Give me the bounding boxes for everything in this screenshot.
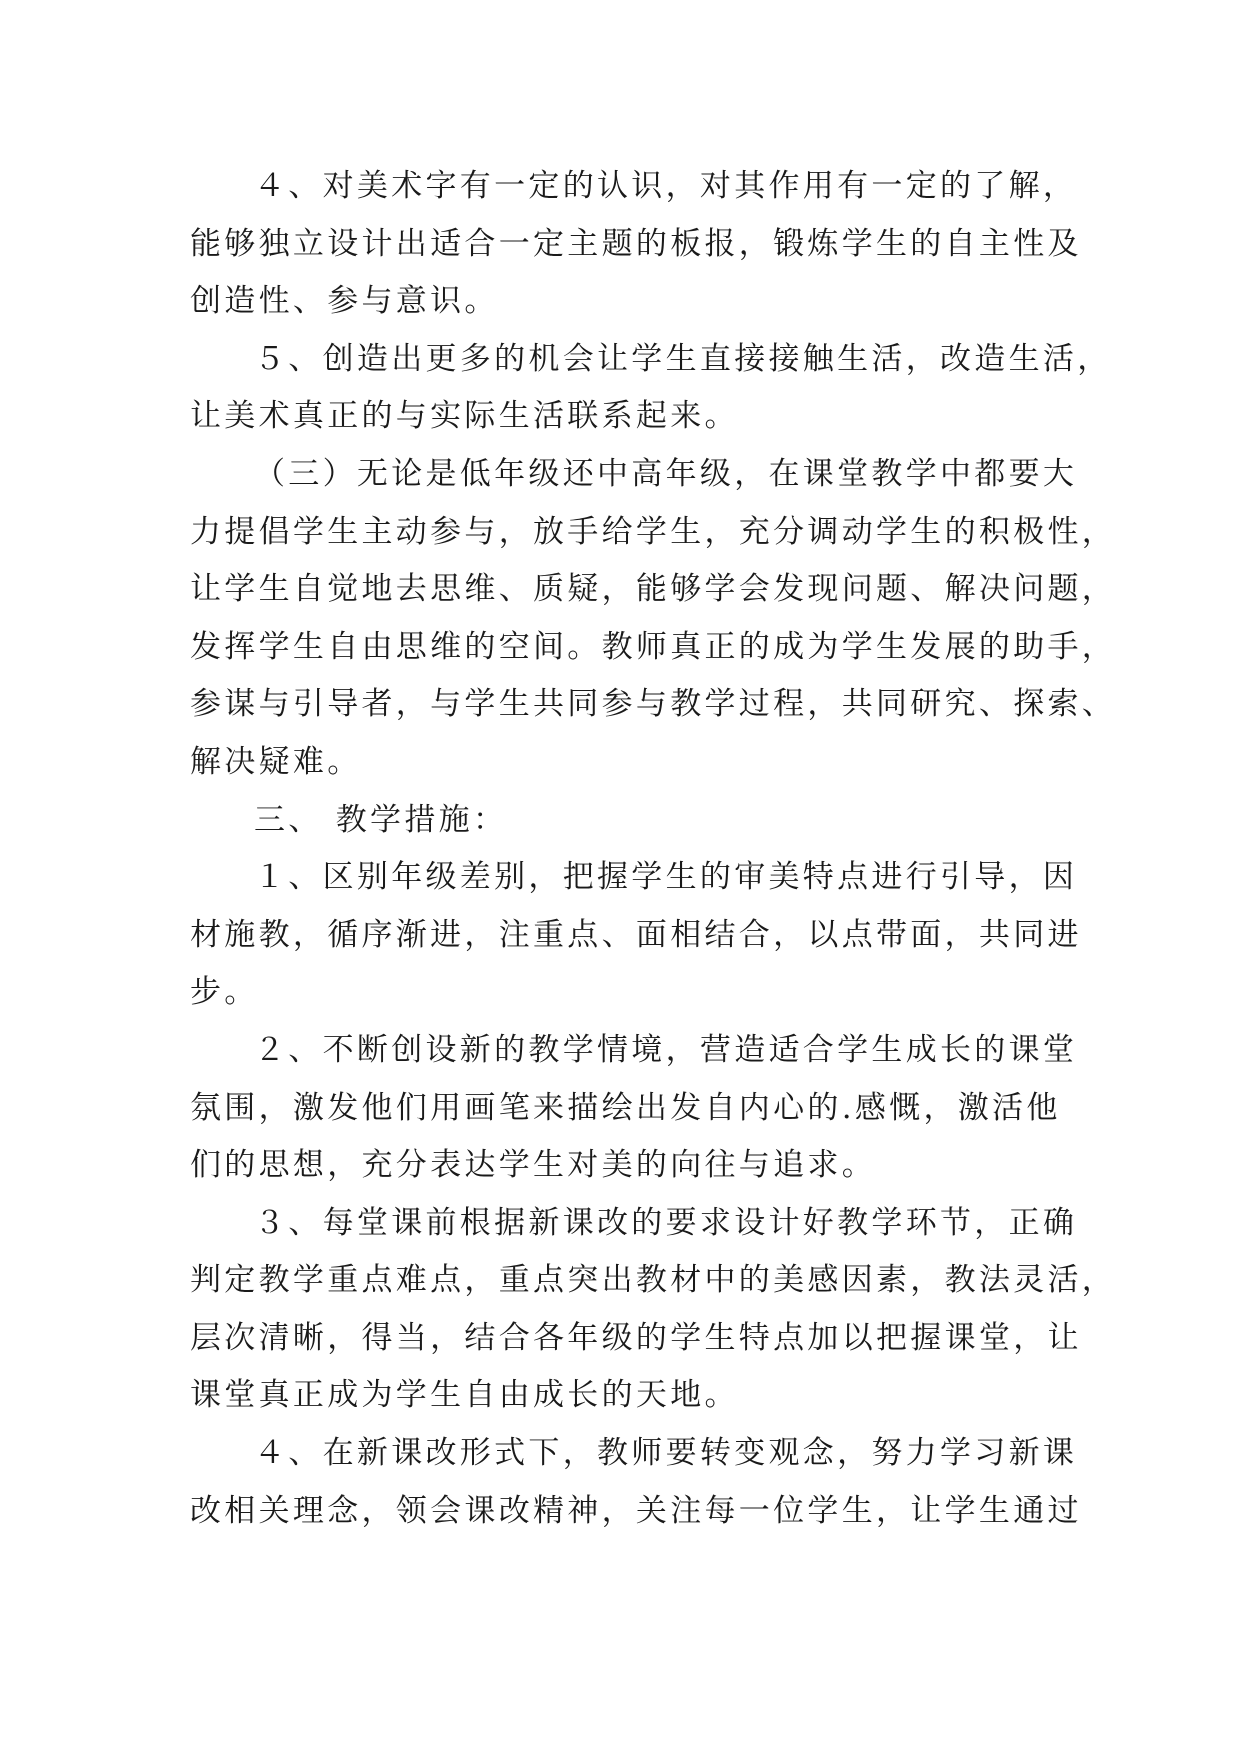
text-line: 让美术真正的与实际生活联系起来。: [190, 398, 739, 435]
heading-line: 三、 教学措施：: [254, 801, 508, 838]
paragraph-measure-4: [190, 1425, 1082, 1540]
paragraph-measure-2: [190, 1022, 1078, 1195]
text-line: ５、创造出更多的机会让学生直接接触生活，改造生活，: [254, 340, 1112, 377]
text-line: 发挥学生自由思维的空间。教师真正的成为学生发展的助手，: [190, 628, 1117, 665]
section-heading-teaching-measures: [190, 792, 1050, 850]
text-line: 让学生自觉地去思维、质疑，能够学会发现问题、解决问题，: [190, 571, 1117, 608]
paragraph-item-4-art-lettering: [190, 158, 1082, 331]
text-line: 们的思想，充分表达学生对美的向往与追求。: [190, 1147, 876, 1184]
text-line: 力提倡学生主动参与，放手给学生，充分调动学生的积极性，: [190, 513, 1117, 550]
text-line: 创造性、参与意识。: [190, 283, 499, 320]
paragraph-section-three-participation: [190, 446, 1117, 792]
document-body: [190, 158, 1117, 1540]
text-line: １、区别年级差别，把握学生的审美特点进行引导，因: [254, 859, 1078, 896]
paragraph-item-5-life-contact: [190, 331, 1112, 446]
text-line: 改相关理念，领会课改精神，关注每一位学生，让学生通过: [190, 1492, 1082, 1529]
text-line: 判定教学重点难点，重点突出教材中的美感因素，教法灵活，: [190, 1262, 1117, 1299]
text-line: 步。: [190, 974, 259, 1011]
paragraph-measure-3: [190, 1195, 1117, 1425]
text-line: ４、在新课改形式下，教师要转变观念，努力学习新课: [254, 1435, 1078, 1472]
text-line: ３、每堂课前根据新课改的要求设计好教学环节，正确: [254, 1204, 1078, 1241]
text-line: （三）无论是低年级还中高年级，在课堂教学中都要大: [254, 455, 1078, 492]
text-line: 参谋与引导者，与学生共同参与教学过程，共同研究、探索、: [190, 686, 1117, 723]
paragraph-measure-1: [190, 849, 1082, 1022]
text-line: 课堂真正成为学生自由成长的天地。: [190, 1377, 739, 1414]
text-line: 层次清晰，得当，结合各年级的学生特点加以把握课堂，让: [190, 1319, 1082, 1356]
text-line: ４、对美术字有一定的认识，对其作用有一定的了解，: [254, 168, 1078, 204]
text-line: 材施教，循序渐进，注重点、面相结合，以点带面，共同进: [190, 916, 1082, 953]
text-line: 解决疑难。: [190, 743, 362, 780]
text-line: 能够独立设计出适合一定主题的板报，锻炼学生的自主性及: [190, 225, 1082, 262]
text-line: ２、不断创设新的教学情境，营造适合学生成长的课堂: [254, 1031, 1078, 1068]
text-line: 氛围，激发他们用画笔来描绘出发自内心的.感慨，激活他: [190, 1089, 1061, 1126]
